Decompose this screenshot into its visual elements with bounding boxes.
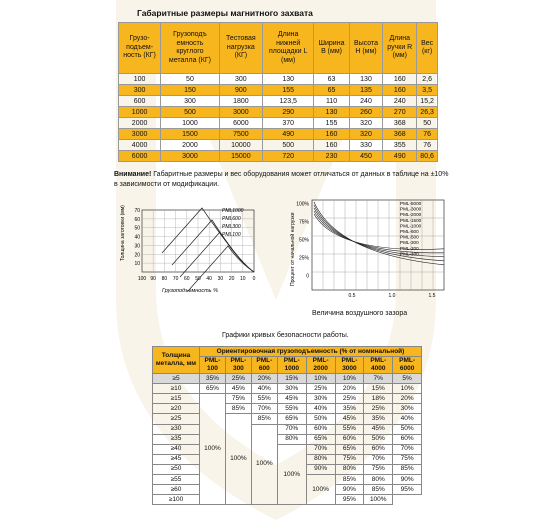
table-cell: 85% <box>225 404 251 414</box>
x-tick-label: 100 <box>137 276 147 282</box>
table-cell: 290 <box>263 107 314 118</box>
table-cell: 300 <box>119 85 161 96</box>
y-axis-label: Процент от начальной нагрузки <box>290 212 296 286</box>
table-cell: 320 <box>349 129 383 140</box>
y-tick-label: 30 <box>134 243 140 250</box>
table-cell: 90% <box>335 485 364 495</box>
table-cell: 35% <box>200 374 226 384</box>
model-header: PML-1000 <box>277 357 306 374</box>
table-cell: 450 <box>349 151 383 162</box>
table-cell: 320 <box>349 118 383 129</box>
table-cell: 85% <box>393 464 422 474</box>
x-tick-label: 50 <box>195 276 201 282</box>
col-header: Грузоподъ емность круглого металла (КГ) <box>161 23 220 74</box>
table-cell: 26,3 <box>417 107 438 118</box>
table-cell: 95% <box>335 495 364 505</box>
table-cell: 6000 <box>219 118 262 129</box>
table-cell: 85% <box>364 485 393 495</box>
y-tick-label: 60 <box>134 216 140 223</box>
y-tick-label: 20 <box>134 252 140 259</box>
table-cell: 45% <box>364 424 393 434</box>
table-cell: 15000 <box>219 151 262 162</box>
x-tick-label: 20 <box>228 276 235 282</box>
table-cell: ≥55 <box>153 475 200 485</box>
warning-label: Внимание! <box>114 171 152 178</box>
table-row <box>119 118 438 129</box>
table-cell: 65% <box>200 384 226 394</box>
table-cell: 60% <box>306 424 335 434</box>
table-cell: 490 <box>263 129 314 140</box>
table-cell: 4000 <box>119 140 161 151</box>
table-cell: 500 <box>263 140 314 151</box>
legend-label: PML600 <box>222 216 241 222</box>
table-cell: 75% <box>393 454 422 464</box>
merged-100-cell: 100% <box>200 394 226 505</box>
table-cell: 30% <box>393 404 422 414</box>
table-cell: 110 <box>314 96 349 107</box>
legend-label: PML-5000 <box>400 201 422 206</box>
table-row <box>119 74 438 85</box>
table-cell: 40% <box>306 404 335 414</box>
model-header: PML-300 <box>225 357 251 374</box>
col-header: Вес (кг) <box>417 23 438 74</box>
table-cell: 90% <box>393 475 422 485</box>
table-cell: 65% <box>306 434 335 444</box>
table-cell: ≥20 <box>153 404 200 414</box>
table-cell: 65% <box>277 414 306 424</box>
table-row <box>153 444 422 454</box>
table-cell: 55% <box>335 424 364 434</box>
x-tick-label: 60 <box>184 276 190 282</box>
table-cell: 35% <box>335 404 364 414</box>
table-cell: 75% <box>335 454 364 464</box>
table-row <box>153 424 422 434</box>
x-tick-label: 40 <box>206 276 212 282</box>
legend-label: PML-300 <box>400 240 419 246</box>
x-tick-label: 30 <box>217 276 224 282</box>
legend-label: PML-100 <box>400 251 419 257</box>
table-cell: 50% <box>306 414 335 424</box>
table-cell: 20% <box>335 384 364 394</box>
table-cell: 123,5 <box>263 96 314 107</box>
table-cell: 240 <box>383 96 417 107</box>
merged-100-cell: 100% <box>277 444 306 505</box>
table-cell: 25% <box>364 404 393 414</box>
table-cell: 85% <box>335 475 364 485</box>
legend-label: PML-1500 <box>400 217 422 223</box>
model-header: PML-3000 <box>335 357 364 374</box>
table-cell: 10% <box>335 374 364 384</box>
table-cell: 75% <box>364 464 393 474</box>
table-cell: 3,5 <box>417 85 438 96</box>
table-cell: 80% <box>364 475 393 485</box>
table-cell: 60% <box>364 444 393 454</box>
table-row <box>153 414 422 424</box>
y-tick-label: 100% <box>296 201 309 208</box>
table-cell: 2000 <box>161 140 220 151</box>
col-header: Ширина B (мм) <box>314 23 349 74</box>
legend-label: PML1000 <box>222 208 244 214</box>
table-cell: 85% <box>251 414 277 424</box>
table-cell: 80,6 <box>417 151 438 162</box>
y-tick-label: 25% <box>298 255 309 262</box>
table-cell: 80% <box>306 454 335 464</box>
table-cell: 10000 <box>219 140 262 151</box>
table-row <box>153 394 422 404</box>
table-cell: ≥5 <box>153 374 200 384</box>
legend-label: PML300 <box>222 224 241 230</box>
table-cell: 76 <box>417 129 438 140</box>
table-cell: 2,6 <box>417 74 438 85</box>
table-cell: 3000 <box>119 129 161 140</box>
table-cell: 50% <box>364 434 393 444</box>
table-row <box>153 374 422 384</box>
table-cell: 45% <box>225 384 251 394</box>
model-header: PML-6000 <box>393 357 422 374</box>
table-cell: 15% <box>277 374 306 384</box>
legend-label: PML-1000 <box>400 223 422 229</box>
legend-label: PML-3000 <box>400 206 422 212</box>
x-tick-label: 90 <box>150 276 156 282</box>
table-cell: ≥100 <box>153 495 200 505</box>
table-cell: 600 <box>119 96 161 107</box>
warning-text: Габаритные размеры и вес оборудования может отличаться от данных в таблице на ±10% в зависимости от модификации. <box>114 171 449 188</box>
air-gap-caption: Величина воздушного зазора <box>312 310 408 317</box>
x-axis-label: Грузоподъемность % <box>162 288 218 294</box>
table-cell: 3000 <box>161 151 220 162</box>
col-header: Длина ручки R (мм) <box>383 23 417 74</box>
x-tick-label: 1.0 <box>388 293 396 299</box>
table-cell: 300 <box>219 74 262 85</box>
table-cell: 490 <box>383 151 417 162</box>
table-cell: 50% <box>393 424 422 434</box>
table-cell: 130 <box>349 74 383 85</box>
table-cell: ≥60 <box>153 485 200 495</box>
table-cell: ≥50 <box>153 464 200 474</box>
capacity-header: Ориентировочная грузоподъемность (% от номинальной) <box>200 347 422 357</box>
table-cell: 90% <box>306 464 335 474</box>
table-cell: 65% <box>335 444 364 454</box>
table-cell: 3000 <box>219 107 262 118</box>
table-cell: 50 <box>417 118 438 129</box>
table-cell: 10% <box>306 374 335 384</box>
table-cell: ≥35 <box>153 434 200 444</box>
table-cell: 15% <box>364 384 393 394</box>
table-cell: 70% <box>364 454 393 464</box>
table-cell: 1500 <box>161 129 220 140</box>
merged-100-cell: 100% <box>225 414 251 505</box>
table-cell: 70% <box>393 444 422 454</box>
charts-caption: Графики кривых безопасности работы. <box>222 332 349 339</box>
table-cell: ≥10 <box>153 384 200 394</box>
table-cell: ≥30 <box>153 424 200 434</box>
capacity-table <box>152 346 422 505</box>
table-cell: 63 <box>314 74 349 85</box>
x-tick-label: 10 <box>240 276 246 282</box>
table-cell: 160 <box>314 140 349 151</box>
col-header: Длина нижней площадки L (мм) <box>263 23 314 74</box>
table-cell: 20% <box>251 374 277 384</box>
table-cell: 160 <box>383 85 417 96</box>
thickness-header: Толщина металла, мм <box>153 347 200 374</box>
y-tick-label: 10 <box>134 261 140 268</box>
table-cell: ≥40 <box>153 444 200 454</box>
model-header: PML-100 <box>200 357 226 374</box>
table-cell: 40% <box>251 384 277 394</box>
warning-note <box>114 170 452 190</box>
y-axis-label: Толщина заготовки (мм) <box>120 205 126 261</box>
model-header: PML-4000 <box>364 357 393 374</box>
table-row <box>119 151 438 162</box>
table-cell: 100 <box>119 74 161 85</box>
dimensions-table <box>118 22 438 162</box>
table-cell: 300 <box>161 96 220 107</box>
table-cell: 65 <box>314 85 349 96</box>
table-cell: 76 <box>417 140 438 151</box>
table-cell: 50 <box>161 74 220 85</box>
table-cell: 900 <box>219 85 262 96</box>
table-cell: 25% <box>306 384 335 394</box>
legend-label: PML100 <box>222 232 241 238</box>
table-cell: 155 <box>314 118 349 129</box>
legend-label: PML-2000 <box>400 212 422 218</box>
legend-label: PML-200 <box>400 245 419 251</box>
x-tick-label: 0.5 <box>348 293 356 299</box>
x-tick-label: 70 <box>172 276 179 282</box>
table-cell: 10% <box>393 384 422 394</box>
table-cell: 25% <box>225 374 251 384</box>
table-cell: 80% <box>335 464 364 474</box>
table-cell: 40% <box>393 414 422 424</box>
table-cell: 80% <box>277 434 306 444</box>
y-tick-label: 0 <box>306 273 309 280</box>
table-cell: 155 <box>263 85 314 96</box>
table-cell: 130 <box>263 74 314 85</box>
table-row <box>153 434 422 444</box>
table-cell: 20% <box>393 394 422 404</box>
table-cell: ≥15 <box>153 394 200 404</box>
table-cell: ≥45 <box>153 454 200 464</box>
table-row <box>119 107 438 118</box>
table-cell: 240 <box>349 96 383 107</box>
decay-curve <box>314 202 444 265</box>
table-cell: 1800 <box>219 96 262 107</box>
table-cell: 1000 <box>119 107 161 118</box>
table-row <box>153 384 422 394</box>
table-cell: 368 <box>383 129 417 140</box>
table-row <box>119 140 438 151</box>
y-tick-label: 75% <box>298 219 309 226</box>
table-cell: 160 <box>383 74 417 85</box>
table-cell: 5% <box>393 374 422 384</box>
legend-label: PML-500 <box>400 234 419 240</box>
table-cell: 330 <box>349 140 383 151</box>
table-cell: 60% <box>393 434 422 444</box>
table-cell: 55% <box>251 394 277 404</box>
merged-100-cell: 100% <box>306 475 335 505</box>
table-cell: 260 <box>349 107 383 118</box>
col-header: Высота H (мм) <box>349 23 383 74</box>
x-tick-label: 0 <box>252 276 256 282</box>
x-tick-label: 80 <box>161 276 168 282</box>
y-tick-label: 70 <box>134 208 140 214</box>
table-cell: 70% <box>277 424 306 434</box>
page-title: Габаритные размеры магнитного захвата <box>137 8 313 18</box>
table-cell: 45% <box>277 394 306 404</box>
merged-100-cell: 100% <box>251 424 277 505</box>
table-cell: 6000 <box>119 151 161 162</box>
table-cell: 75% <box>225 394 251 404</box>
table-cell: 160 <box>314 129 349 140</box>
table-cell: 100% <box>364 495 393 505</box>
table-cell: ≥25 <box>153 414 200 424</box>
y-tick-label: 50% <box>298 237 309 244</box>
table-cell: 45% <box>335 414 364 424</box>
table-cell: 370 <box>263 118 314 129</box>
table-cell: 60% <box>335 434 364 444</box>
table-cell: 15,2 <box>417 96 438 107</box>
x-tick-label: 1.5 <box>428 293 436 299</box>
table-cell: 135 <box>349 85 383 96</box>
table-row <box>119 85 438 96</box>
table-cell: 35% <box>364 414 393 424</box>
table-row <box>119 129 438 140</box>
y-tick-label: 40 <box>134 234 140 241</box>
table-cell: 95% <box>393 485 422 495</box>
table-cell: 230 <box>314 151 349 162</box>
table-cell: 150 <box>161 85 220 96</box>
table-cell: 70% <box>251 404 277 414</box>
table-cell: 25% <box>335 394 364 404</box>
table-row <box>153 404 422 414</box>
table-cell: 55% <box>277 404 306 414</box>
model-header: PML-600 <box>251 357 277 374</box>
table-cell: 1000 <box>161 118 220 129</box>
model-header: PML-2000 <box>306 357 335 374</box>
table-cell: 270 <box>383 107 417 118</box>
table-cell: 7% <box>364 374 393 384</box>
col-header: Тестовая нагрузка (КГ) <box>219 23 262 74</box>
table-cell: 30% <box>277 384 306 394</box>
thickness-capacity-chart <box>116 192 266 304</box>
table-row <box>119 96 438 107</box>
table-cell: 130 <box>314 107 349 118</box>
col-header: Грузо-подъем-ность (КГ) <box>119 23 161 74</box>
table-cell: 30% <box>306 394 335 404</box>
air-gap-chart <box>286 190 456 308</box>
table-cell: 70% <box>306 444 335 454</box>
table-cell: 7500 <box>219 129 262 140</box>
table-cell: 2000 <box>119 118 161 129</box>
y-tick-label: 50 <box>134 225 140 232</box>
table-cell: 355 <box>383 140 417 151</box>
table-cell: 720 <box>263 151 314 162</box>
table-cell: 368 <box>383 118 417 129</box>
table-cell: 500 <box>161 107 220 118</box>
table-cell: 18% <box>364 394 393 404</box>
legend-label: PML-600 <box>400 229 419 234</box>
